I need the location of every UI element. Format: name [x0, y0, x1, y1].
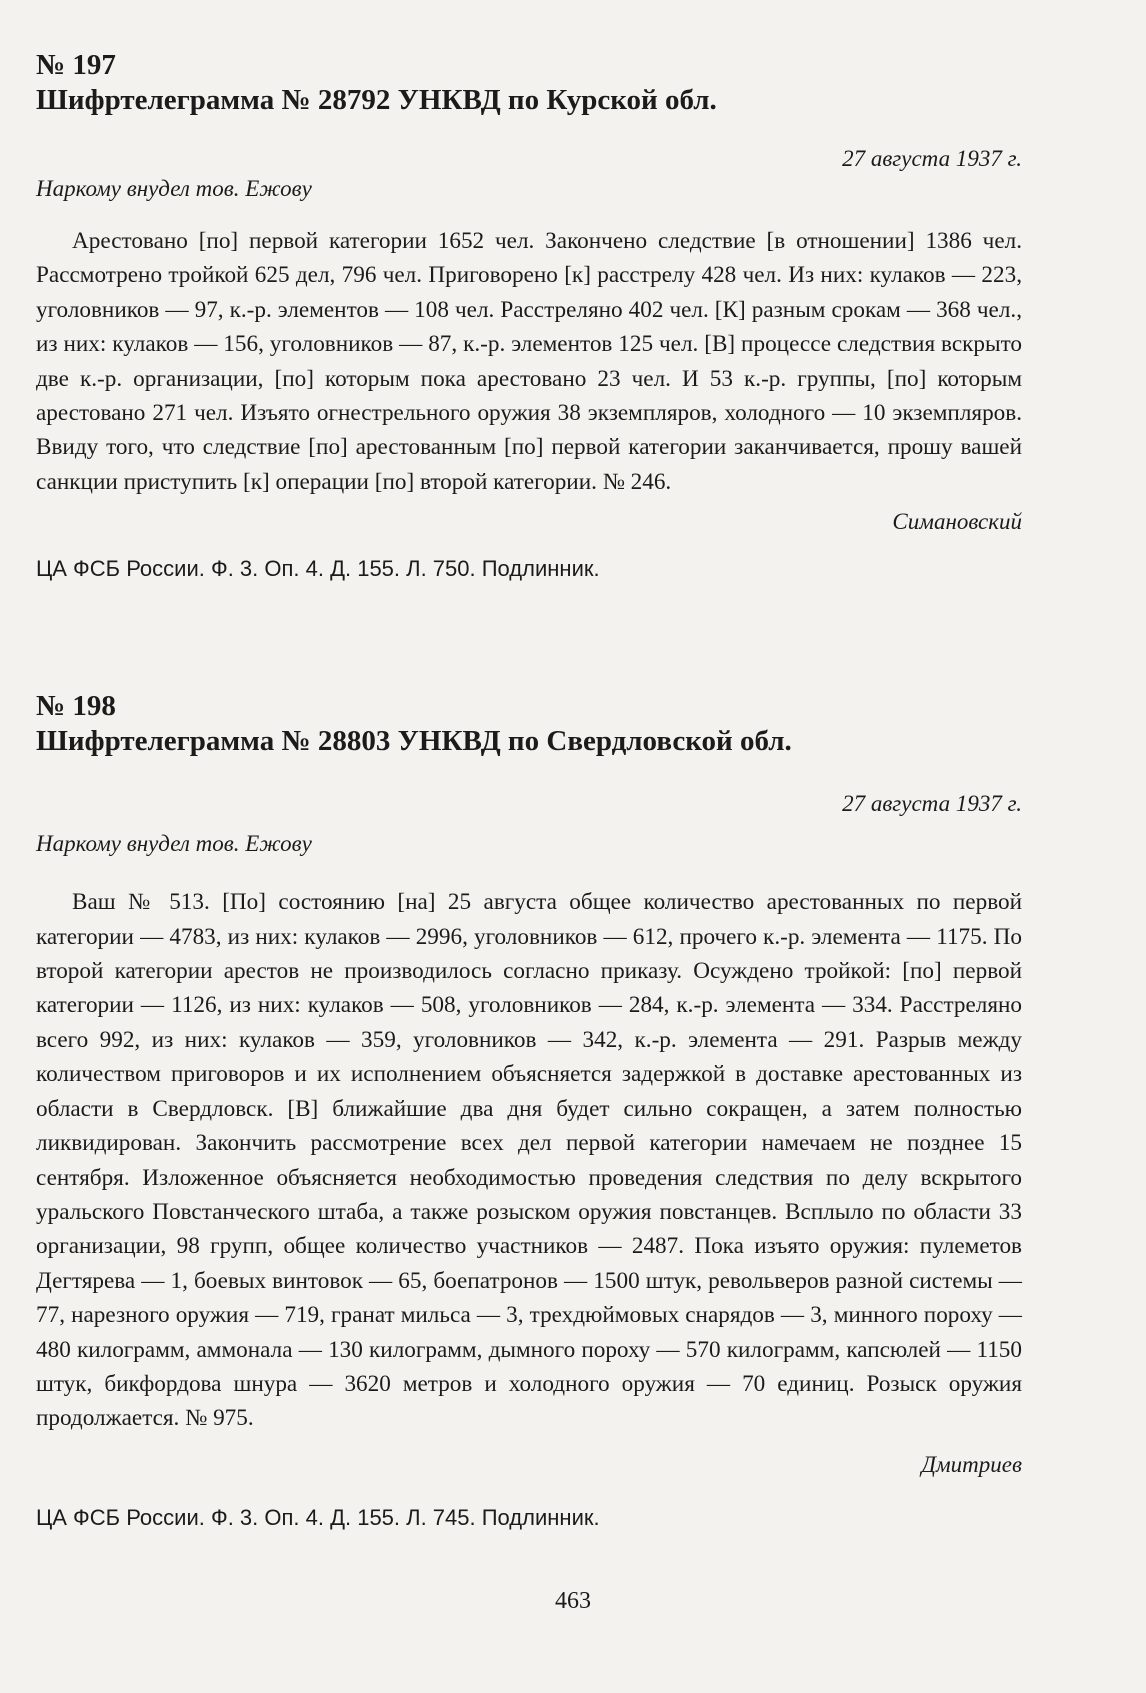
document-addressee: Наркому внудел тов. Ежову: [36, 176, 312, 201]
document-date: 27 августа 1937 г.: [842, 791, 1022, 817]
document-title: Шифртелеграмма № 28803 УНКВД по Свердловской обл.: [36, 725, 792, 758]
document-addressee: Наркому внудел тов. Ежову: [36, 831, 312, 857]
document-date: 27 августа 1937 г.: [842, 146, 1022, 171]
archive-reference: ЦА ФСБ России. Ф. 3. Оп. 4. Д. 155. Л. 745. Подлинник.: [36, 1504, 600, 1530]
document-signature: Дмитриев: [921, 1451, 1022, 1477]
page-number: 463: [555, 1588, 591, 1614]
document-number: № 198: [36, 690, 116, 723]
document-body: Арестовано [по] первой категории 1652 чел. Закончено следствие [в отношении] 1386 чел. Рассмотрено тройкой 625 дел, 796 чел. Приговорено [к] расстрелу 428 чел. Из них: кулаков — 223, уголовников — 97, к.-р. элементов — 108 чел. Расстреляно 402 чел. [К] разным срокам — 368 чел., из них: кулаков — 156, уголовников — 87, к.-р. элементов 125 чел. [В] процессе следствия вскрыто две к.-р. организации, [по] которым пока арестовано 23 чел. И 53 к.-р. группы, [по] которым арестовано 271 чел. Изъято огнестрельного оружия 38 экземпляров, холодного — 10 экземпляров. Ввиду того, что следствие [по] арестованным [по] первой категории заканчивается, прошу вашей санкции приступить [к] операции [по] второй категории. № 246.: [36, 228, 1022, 495]
document-198: [36, 689, 1022, 1532]
document-number: № 197: [36, 49, 116, 81]
document-197: [36, 48, 1022, 583]
document-title: Шифртелеграмма № 28792 УНКВД по Курской обл.: [36, 84, 717, 116]
archive-reference: ЦА ФСБ России. Ф. 3. Оп. 4. Д. 155. Л. 750. Подлинник.: [36, 556, 600, 582]
document-body: Ваш № 513. [По] состоянию [на] 25 августа общее количество арестованных по первой категории — 4783, из них: кулаков — 2996, уголовников — 612, прочего к.-р. элемента — 1175. По второй категории арестов не производилось согласно приказу. Осуждено тройкой: [по] первой категории — 1126, из них: кулаков — 508, уголовников — 284, к.-р. элемента — 334. Расстреляно всего 992, из них: кулаков — 359, уголовников — 342, к.-р. элемента — 291. Разрыв между количеством приговоров и их исполнением объясняется задержкой в доставке арестованных из области в Свердловск. [В] ближайшие два дня будет сильно сокращен, а затем полностью ликвидирован. Закончить рассмотрение всех дел первой категории намечаем не позднее 15 сентября. Изложенное объясняется необходимостью проведения следствия по делу вскрытого уральского Повстанческого штаба, а также розыском оружия повстанцев. Всплыло по области 33 организации, 98 групп, общее количество участников — 2487. Пока изъято оружия: пулеметов Дегтярева — 1, боевых винтовок — 65, боепатронов — 1500 штук, револьверов разной системы — 77, нарезного оружия — 719, гранат мильса — 3, трехдюймовых снарядов — 3, минного пороху — 480 килограмм, аммонала — 130 килограмм, дымного пороху — 570 килограмм, капсюлей — 1150 штук, бикфордова шнура — 3620 метров и холодного оружия — 70 единиц. Розыск оружия продолжается. № 975.: [36, 889, 1022, 1432]
document-signature: Симановский: [892, 509, 1022, 535]
